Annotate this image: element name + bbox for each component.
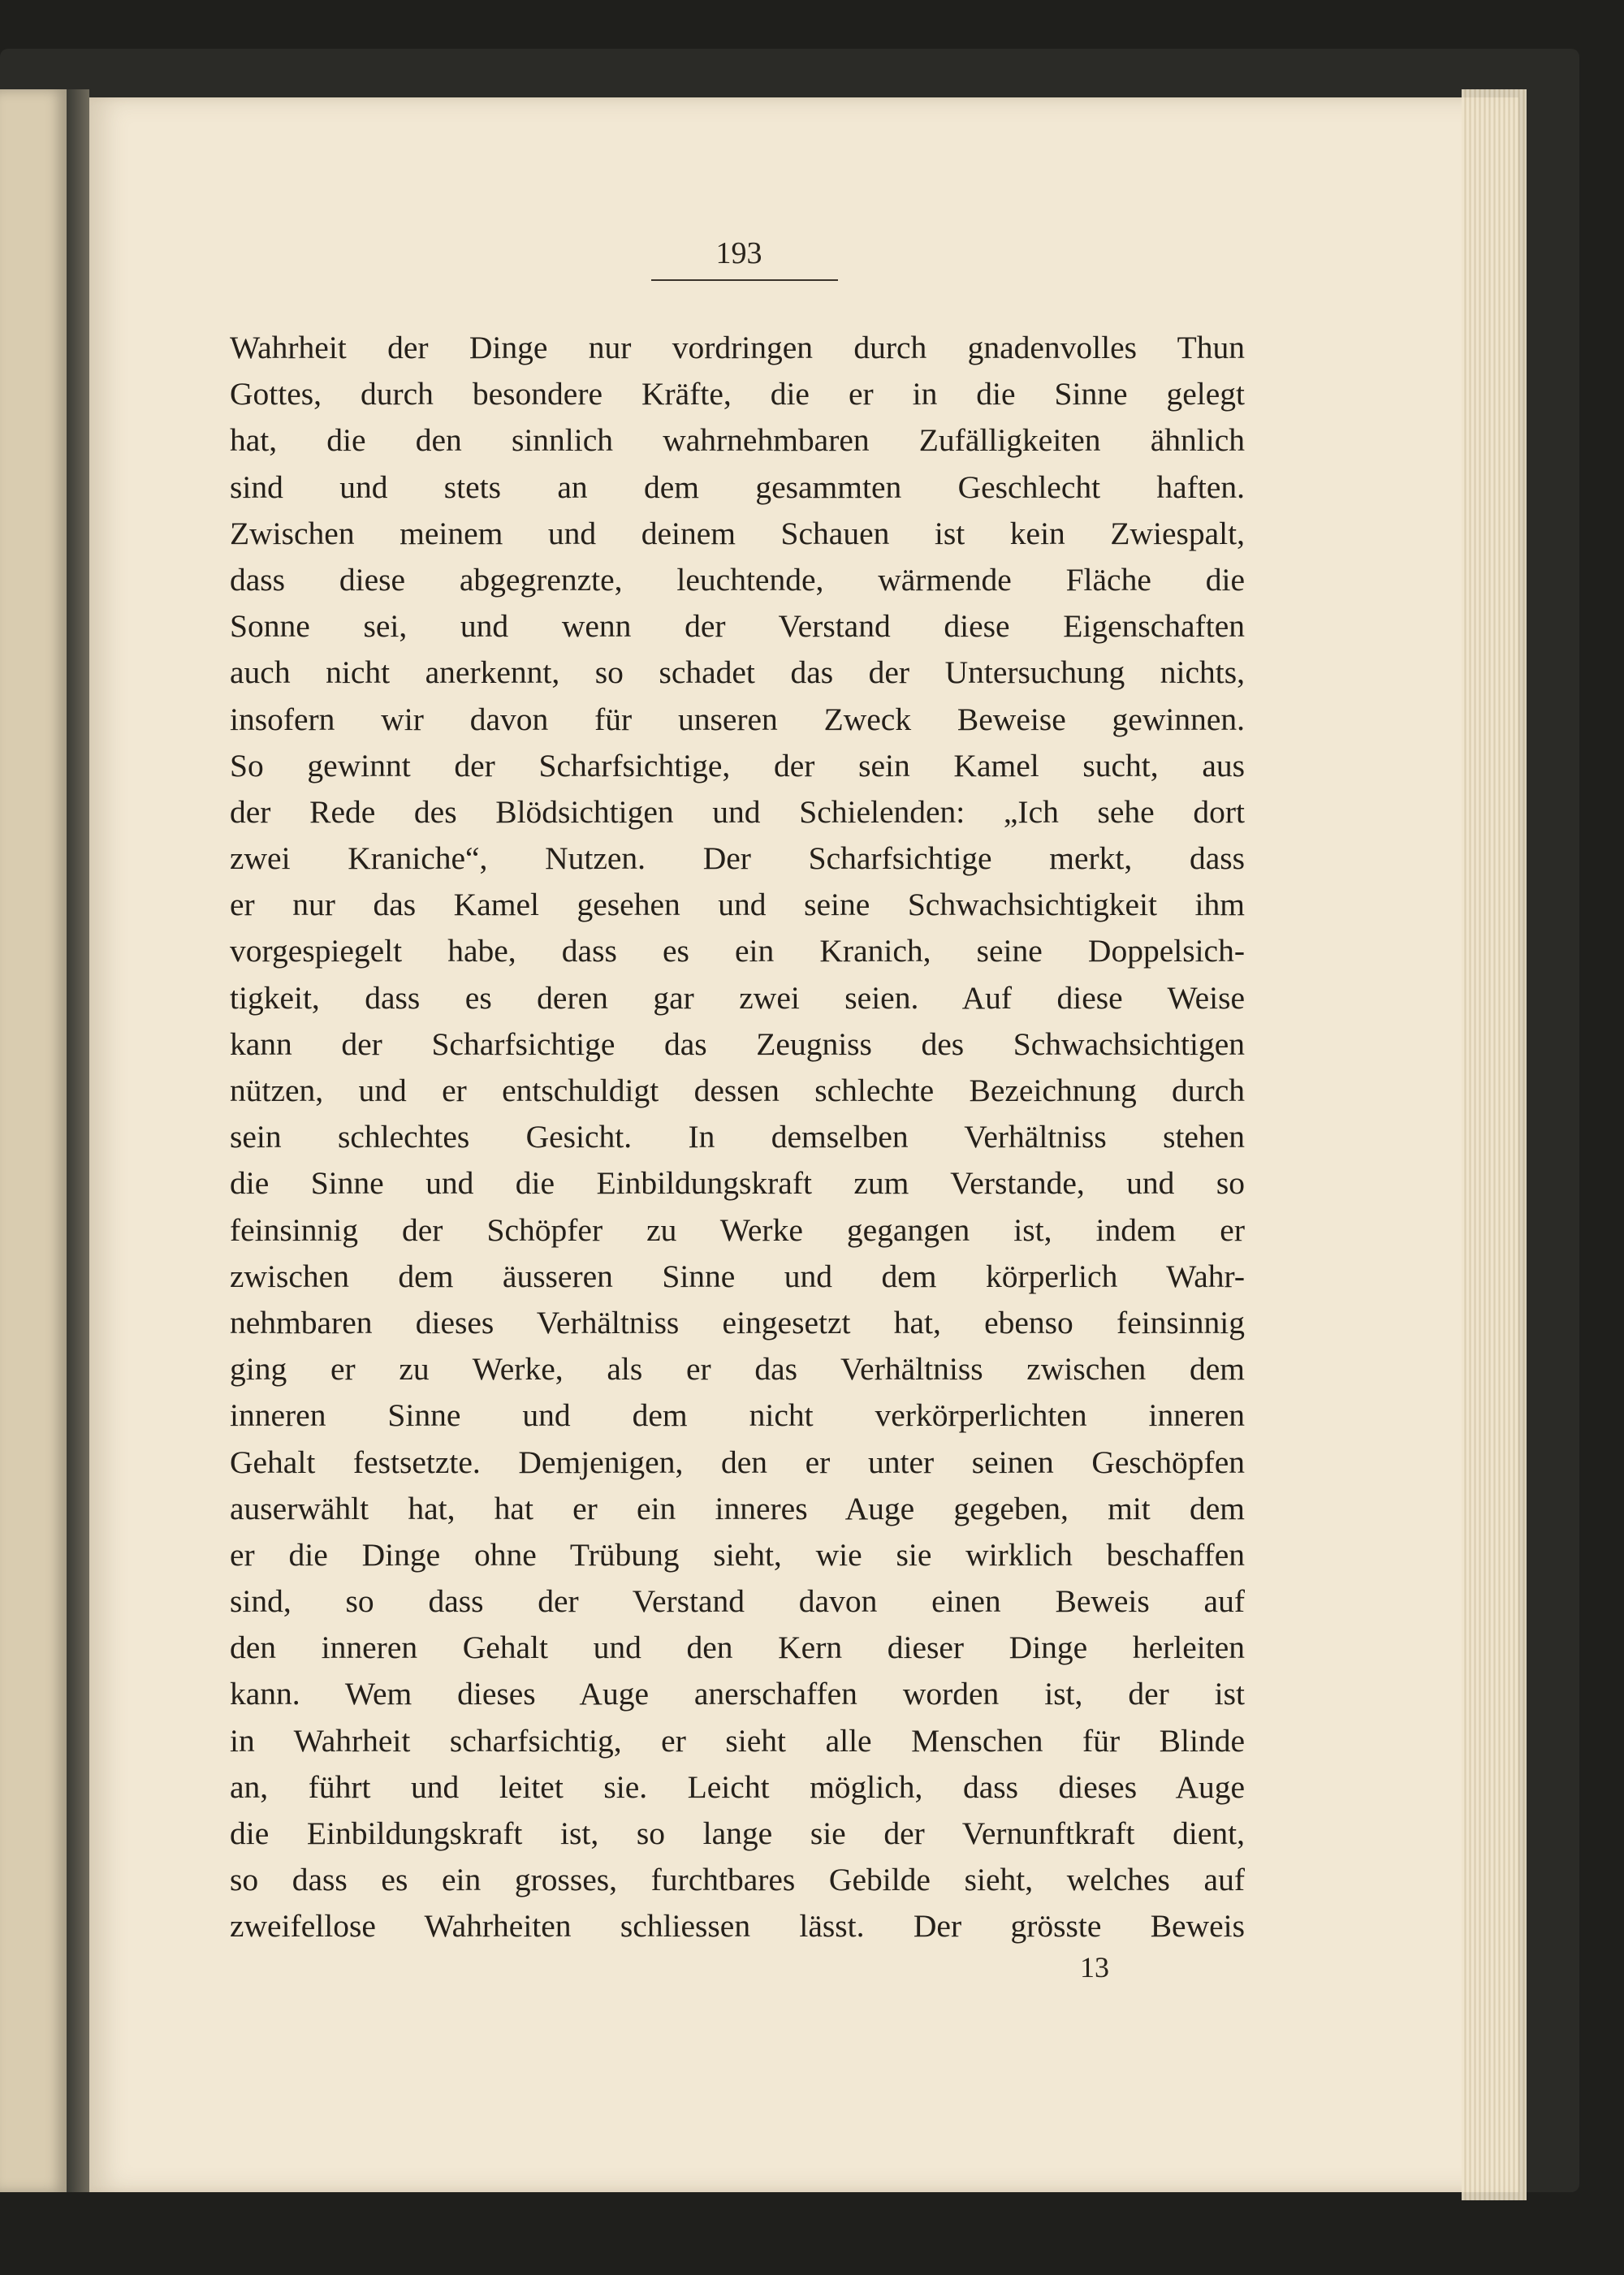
text-line: vorgespiegelt habe, dass es ein Kranich, seine Doppelsich- bbox=[230, 933, 1245, 969]
text-line: kann der Scharfsichtige das Zeugniss des Schwachsichtigen bbox=[230, 1025, 1245, 1062]
text-line: an, führt und leitet sie. Leicht möglich, dass dieses Auge bbox=[230, 1768, 1245, 1805]
signature-mark: 13 bbox=[1080, 1951, 1109, 1984]
text-line: inneren Sinne und dem nicht verkörperlichten inneren bbox=[230, 1397, 1245, 1434]
text-line: Gehalt festsetzte. Demjenigen, den er unter seinen Geschöpfen bbox=[230, 1444, 1245, 1480]
text-line: nützen, und er entschuldigt dessen schlechte Bezeichnung durch bbox=[230, 1073, 1245, 1108]
text-line: Zwischen meinem und deinem Schauen ist kein Zwiespalt, bbox=[230, 515, 1245, 551]
text-line: zweifellose Wahrheiten schliessen lässt. Der grösste Beweis bbox=[230, 1908, 1245, 1945]
text-line: Sonne sei, und wenn der Verstand diese Eigenschaften bbox=[230, 608, 1245, 645]
text-line: insofern wir davon für unseren Zweck Beweise gewinnen. bbox=[230, 701, 1245, 737]
text-line: in Wahrheit scharfsichtig, er sieht alle Menschen für Blinde bbox=[230, 1722, 1245, 1759]
header-rule bbox=[651, 279, 838, 281]
body-text bbox=[230, 325, 1245, 1950]
text-line: sind, so dass der Verstand davon einen Beweis auf bbox=[230, 1583, 1245, 1620]
page-stack-edge bbox=[1462, 89, 1527, 2200]
book-gutter bbox=[67, 89, 89, 2192]
text-line: der Rede des Blödsichtigen und Schielenden: „Ich sehe dort bbox=[230, 793, 1245, 830]
text-line: nehmbaren dieses Verhältniss eingesetzt hat, ebenso feinsinnig bbox=[230, 1304, 1245, 1340]
text-line: er die Dinge ohne Trübung sieht, wie sie wirklich beschaffen bbox=[230, 1536, 1245, 1573]
text-line: auch nicht anerkennt, so schadet das der Untersuchung nichts, bbox=[230, 654, 1245, 691]
text-line: sind und stets an dem gesammten Geschlecht haften. bbox=[230, 468, 1245, 505]
previous-page-edge bbox=[0, 89, 67, 2192]
text-line: er nur das Kamel gesehen und seine Schwachsichtigkeit ihm bbox=[230, 887, 1245, 923]
text-line: Gottes, durch besondere Kräfte, die er in die Sinne gelegt bbox=[230, 376, 1245, 412]
text-line: Wahrheit der Dinge nur vordringen durch gnadenvolles Thun bbox=[230, 330, 1245, 365]
text-line: dass diese abgegrenzte, leuchtende, wärmende Fläche die bbox=[230, 561, 1245, 598]
text-line: so dass es ein grosses, furchtbares Gebilde sieht, welches auf bbox=[230, 1862, 1245, 1898]
text-line: tigkeit, dass es deren gar zwei seien. Auf diese Weise bbox=[230, 979, 1245, 1016]
text-line: kann. Wem dieses Auge anerschaffen worden ist, der ist bbox=[230, 1676, 1245, 1712]
text-line: ging er zu Werke, als er das Verhältniss zwischen dem bbox=[230, 1351, 1245, 1388]
text-line: zwischen dem äusseren Sinne und dem körperlich Wahr- bbox=[230, 1258, 1245, 1294]
text-line: So gewinnt der Scharfsichtige, der sein Kamel sucht, aus bbox=[230, 747, 1245, 784]
text-line: den inneren Gehalt und den Kern dieser Dinge herleiten bbox=[230, 1630, 1245, 1666]
text-line: feinsinnig der Schöpfer zu Werke gegangen ist, indem er bbox=[230, 1211, 1245, 1248]
text-line: auserwählt hat, hat er ein inneres Auge gegeben, mit dem bbox=[230, 1490, 1245, 1526]
text-line: hat, die den sinnlich wahrnehmbaren Zufälligkeiten ähnlich bbox=[230, 422, 1245, 459]
text-line: sein schlechtes Gesicht. In demselben Verhältniss stehen bbox=[230, 1119, 1245, 1155]
text-line: zwei Kraniche“, Nutzen. Der Scharfsichtige merkt, dass bbox=[230, 840, 1245, 877]
text-line: die Einbildungskraft ist, so lange sie der Vernunftkraft dient, bbox=[230, 1815, 1245, 1851]
text-line: die Sinne und die Einbildungskraft zum Verstande, und so bbox=[230, 1165, 1245, 1202]
page-number: 193 bbox=[715, 236, 762, 270]
